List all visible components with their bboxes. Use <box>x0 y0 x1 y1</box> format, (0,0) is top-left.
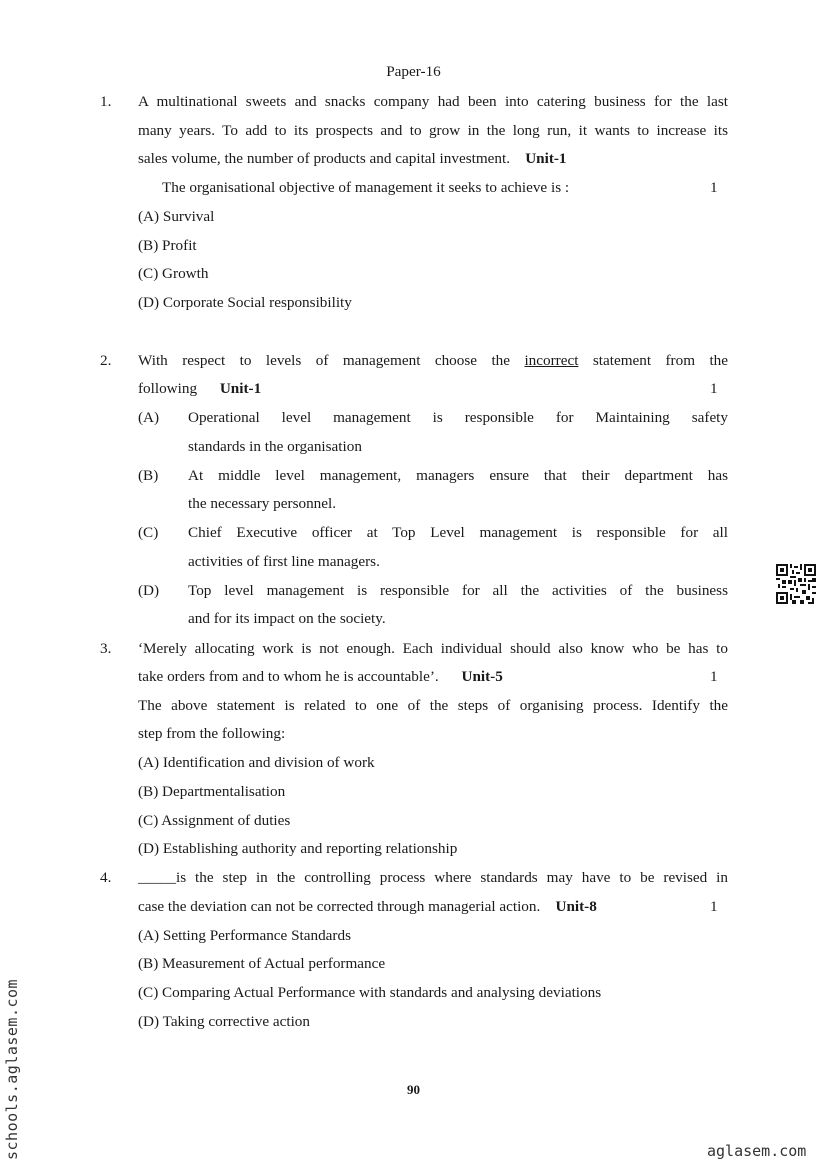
q3-number: 3. <box>100 640 112 657</box>
q1-unit: Unit-1 <box>525 150 567 167</box>
q2-text-line2 <box>138 380 261 398</box>
q2-option-d-line1: Top level management is responsible for all the activities of the business <box>188 582 728 599</box>
q3-text-line2-body: take orders from and to whom he is accountable’. <box>138 668 439 685</box>
q1-text-line3-body: sales volume, the number of products and capital investment. <box>138 150 510 167</box>
q4-option-b: (B) Measurement of Actual performance <box>138 955 386 972</box>
q2-option-c-line1: Chief Executive officer at Top Level management is responsible for all <box>188 524 728 541</box>
q3-option-d: (D) Establishing authority and reporting relationship <box>138 840 458 857</box>
q3-text-line1: ‘Merely allocating work is not enough. Each individual should also know who be has to <box>138 640 728 657</box>
q2-text-pre: With respect to levels of management choose the <box>138 352 511 369</box>
q4-marks: 1 <box>710 898 718 915</box>
q2-text-underlined: incorrect <box>524 352 579 369</box>
q4-option-a: (A) Setting Performance Standards <box>138 927 351 944</box>
paper-title: Paper-16 <box>386 63 441 80</box>
q2-option-a-label: (A) <box>138 409 160 426</box>
q1-prompt: The organisational objective of management it seeks to achieve is : <box>162 179 570 196</box>
q1-text-line2: many years. To add to its prospects and to grow in the long run, it wants to increase its <box>138 122 728 139</box>
q1-number: 1. <box>100 93 112 110</box>
q2-unit: Unit-1 <box>219 380 262 397</box>
q1-text-line3 <box>138 150 567 168</box>
q3-option-b: (B) Departmentalisation <box>138 783 286 800</box>
q4-option-d: (D) Taking corrective action <box>138 1013 310 1030</box>
q3-option-a: (A) Identification and division of work <box>138 754 375 771</box>
q1-option-a: (A) Survival <box>138 208 215 225</box>
q3-option-c: (C) Assignment of duties <box>138 812 291 829</box>
q4-text-line2-body: case the deviation can not be corrected through managerial action. <box>138 898 541 915</box>
q4-number: 4. <box>100 869 112 886</box>
q2-option-d-label: (D) <box>138 582 160 599</box>
qr-code-icon <box>776 564 816 604</box>
q3-unit: Unit-5 <box>461 668 503 685</box>
q4-unit: Unit-8 <box>555 898 597 915</box>
q2-option-b-line1: At middle level management, managers ensure that their department has <box>188 467 728 484</box>
q4-option-c: (C) Comparing Actual Performance with standards and analysing deviations <box>138 984 602 1001</box>
q1-option-d: (D) Corporate Social responsibility <box>138 294 352 311</box>
q2-option-a-line1: Operational level management is responsible for Maintaining safety <box>188 409 728 426</box>
q2-text-post: statement from the <box>592 352 729 369</box>
q4-text-line1 <box>138 869 728 887</box>
q2-option-c-label: (C) <box>138 524 159 541</box>
q2-option-d-line2: and for its impact on the society. <box>188 610 386 627</box>
q1-option-b: (B) Profit <box>138 237 197 254</box>
q2-option-a-line2: standards in the organisation <box>188 438 362 455</box>
q4-text-line2 <box>138 898 597 916</box>
q2-marks: 1 <box>710 380 718 397</box>
q2-option-c-line2: activities of first line managers. <box>188 553 380 570</box>
q4-text-line1-body: is the step in the controlling process where standards may have to be revised in <box>175 869 728 886</box>
q4-blank: _____ <box>138 869 176 886</box>
q1-marks: 1 <box>710 179 718 196</box>
q3-marks: 1 <box>710 668 718 685</box>
q2-text-line1 <box>138 352 728 370</box>
q1-option-c: (C) Growth <box>138 265 209 282</box>
q2-option-b-label: (B) <box>138 467 159 484</box>
q2-number: 2. <box>100 352 112 369</box>
page-number: 90 <box>407 1082 420 1097</box>
q3-text-line2 <box>138 668 503 686</box>
watermark-bottom: aglasem.com <box>707 1142 807 1160</box>
q1-text-line1: A multinational sweets and snacks company had been into catering business for the last <box>138 93 728 110</box>
q3-text-line3: The above statement is related to one of the steps of organising process. Identify the <box>138 697 728 714</box>
watermark-side: schools.aglasem.com <box>3 978 21 1160</box>
q2-option-b-line2: the necessary personnel. <box>188 495 337 512</box>
q2-text-line2-body: following <box>138 380 198 397</box>
q3-text-line4: step from the following: <box>138 725 286 742</box>
